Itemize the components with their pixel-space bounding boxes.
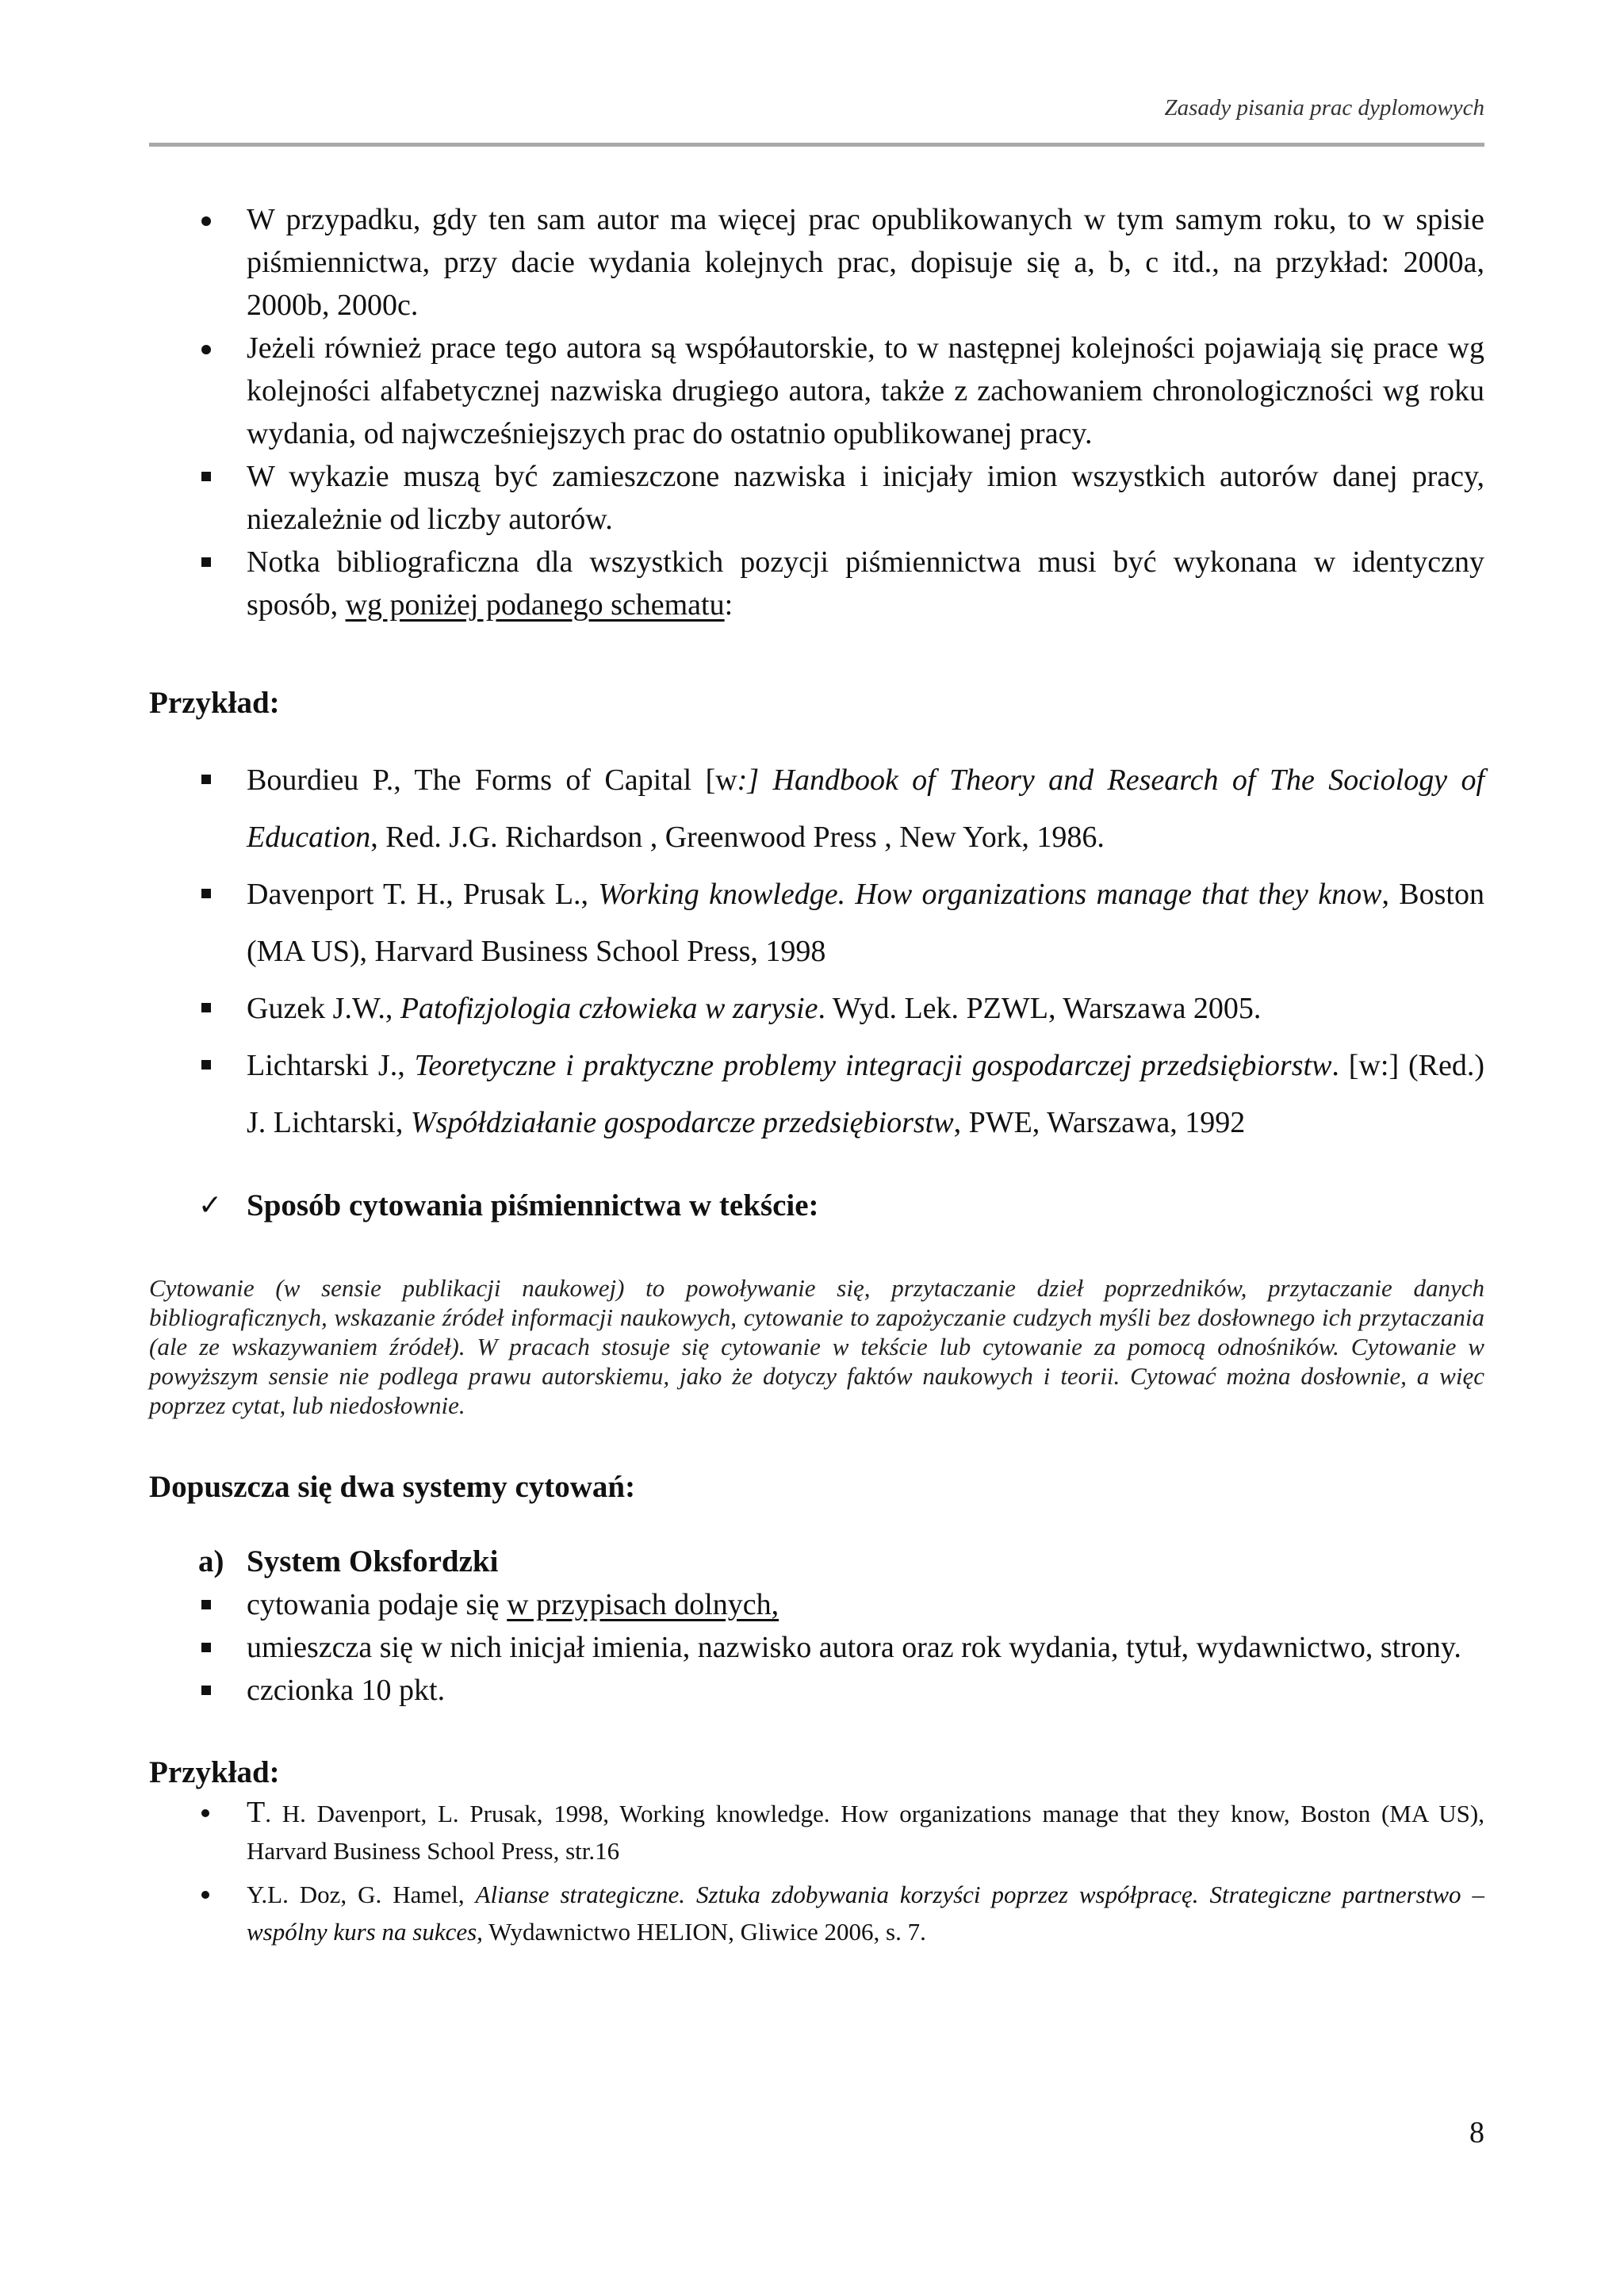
list-item: cytowania podaje się w przypisach dolnych, (247, 1588, 779, 1621)
list-item: W wykazie muszą być zamieszczone nazwiska i inicjały imion wszystkich autorów danej pracy, niezależnie od liczby autorów. (247, 460, 1484, 536)
citation-definition: Cytowanie (w sensie publikacji naukowej) to powoływanie się, przytaczanie dzieł poprzedników, przytaczanie danych bibliograficznych, wskazanie źródeł informacji naukowych, cytowanie to zapożyczanie cudzych myśli bez dosłownego ich przytaczania (ale ze wskazywaniem źródeł). W pracach stosuje się cytowanie w tekście lub cytowanie za pomocą odnośników. Cytowanie w powyższym sensie nie podlega prawu autorskiemu, jako że dotyczy faktów naukowych i teorii. Cytować można dosłownie, a więc poprzez cytat, lub niedosłownie. (149, 1274, 1484, 1419)
list-item: T. H. Davenport, L. Prusak, 1998, Working knowledge. How organizations manage that they know, Boston (MA US), Harvard Business School Press, str.16 (247, 1796, 1484, 1865)
system-a-list (149, 1583, 1484, 1712)
running-header: Zasady pisania prac dyplomowych (1164, 95, 1484, 121)
example-list (149, 1794, 1484, 1950)
list-item: czcionka 10 pkt. (247, 1674, 446, 1707)
page-number: 8 (1469, 2116, 1484, 2149)
reference-item: Davenport T. H., Prusak L., Working knowledge. How organizations manage that they know, Boston (MA US), Harvard Business School Press, 1998 (247, 878, 1484, 968)
example-heading: Przykład: (149, 1755, 280, 1789)
list-item: Jeżeli również prace tego autora są współautorskie, to w następnej kolejności pojawiają się prace wg kolejności alfabetycznej nazwiska drugiego autora, także z zachowaniem chronologiczności wg roku wydania, od najwcześniejszych prac do ostatnio opublikowanej pracy. (247, 331, 1484, 450)
list-item: Notka bibliograficzna dla wszystkich pozycji piśmiennictwa musi być wykonana w identyczny sposób, wg poniżej podanego schematu: (247, 545, 1484, 622)
checkmark-icon: ✓ (198, 1189, 223, 1222)
reference-item: Guzek J.W., Patofizjologia człowieka w zarysie. Wyd. Lek. PZWL, Warszawa 2005. (247, 992, 1262, 1025)
header-divider (149, 143, 1484, 147)
citation-heading: ✓ Sposób cytowania piśmiennictwa w tekście: (149, 1184, 1484, 1227)
list-item: umieszcza się w nich inicjał imienia, nazwisko autora oraz rok wydania, tytuł, wydawnictwo, strony. (247, 1631, 1461, 1664)
bibliography-rules-list (149, 198, 1484, 626)
reference-item: Bourdieu P., The Forms of Capital [w:] Handbook of Theory and Research of The Sociology of Education, Red. J.G. Richardson , Greenwood Press , New York, 1986. (247, 763, 1485, 854)
reference-list (149, 752, 1484, 1151)
systems-heading: Dopuszcza się dwa systemy cytowań: (149, 1470, 636, 1504)
example-heading: Przykład: (149, 686, 280, 720)
page-content (149, 198, 1484, 1950)
system-a-heading: a) System Oksfordzki (198, 1544, 499, 1578)
list-item: Y.L. Doz, G. Hamel, Alianse strategiczne. Sztuka zdobywania korzyści poprzez współpracę. Strategiczne partnerstwo – wspólny kurs na sukces, Wydawnictwo HELION, Gliwice 2006, s. 7. (247, 1881, 1484, 1946)
reference-item: Lichtarski J., Teoretyczne i praktyczne problemy integracji gospodarczej przedsiębiorstw. [w:] (Red.) J. Lichtarski, Współdziałanie gospodarcze przedsiębiorstw, PWE, Warszawa, 1992 (247, 1049, 1484, 1139)
list-item: W przypadku, gdy ten sam autor ma więcej prac opublikowanych w tym samym roku, to w spisie piśmiennictwa, przy dacie wydania kolejnych prac, dopisuje się a, b, c itd., na przykład: 2000a, 2000b, 2000c. (247, 203, 1484, 322)
